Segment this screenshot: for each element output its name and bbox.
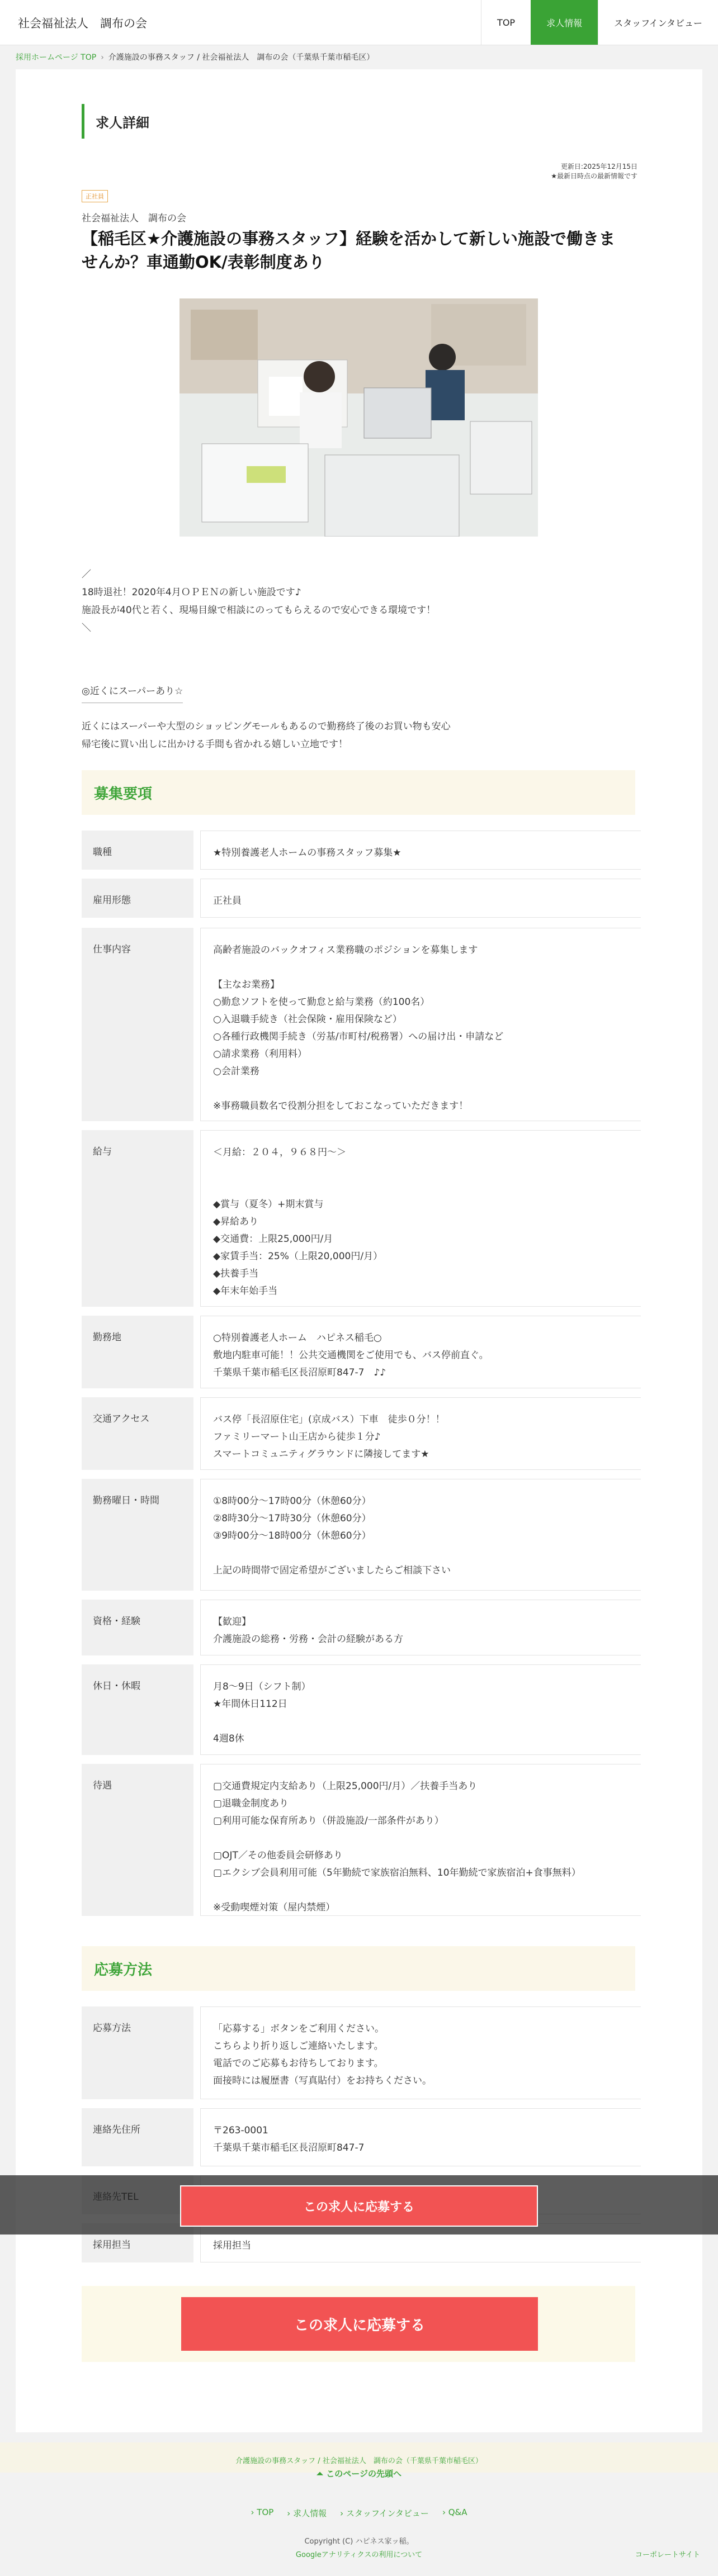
row-value: ①8時00分〜17時00分（休憩60分） ②8時30分〜17時30分（休憩60分） ③9時00分〜18時00分（休憩60分） 上記の時間帯で固定希望がございましたらご相談下さい	[200, 1479, 641, 1591]
global-nav	[481, 0, 718, 45]
updated-date: 更新日:2025年12月15日	[560, 163, 637, 170]
requirements-heading: 募集要項	[82, 770, 635, 815]
row-value: 月8〜9日（シフト制） ★年間休日112日 4週8休	[200, 1664, 641, 1755]
requirement-row-hours	[82, 1479, 641, 1591]
nav-staff-interview[interactable]: スタッフインタビュー	[598, 0, 718, 45]
row-label: 待遇	[82, 1764, 193, 1916]
row-label: 連絡先住所	[82, 2108, 193, 2166]
apply-heading: 応募方法	[82, 1946, 635, 1991]
apply-row-method	[82, 2006, 641, 2099]
company-name: 社会福祉法人 調布の会	[82, 213, 186, 224]
requirement-row-salary	[82, 1130, 641, 1307]
footer-nav-staff-interview[interactable]	[340, 2507, 429, 2519]
breadcrumb-separator: ›	[101, 53, 104, 62]
footer-nav-label: スタッフインタビュー	[346, 2508, 429, 2518]
row-value: ▢交通費規定内支給あり（上限25,000円/月）／扶養手当あり ▢退職金制度あり ▢利用可能な保育所あり（併設施設/一部条件があり） ▢OJT／その他委員会研修あり ▢エクシブ会員利用可能（5年勤続で家族宿泊無料、10年勤続で家族宿泊+食事無料） ※受動喫煙対策（屋内禁煙）	[200, 1764, 641, 1916]
corporate-site-link[interactable]: コーポレートサイト	[635, 2551, 700, 2559]
footer-nav-label: Q&A	[448, 2507, 467, 2517]
row-label: 採用担当	[82, 2223, 193, 2262]
copyright: Copyright (C) ハピネス家ッ稲。	[304, 2537, 414, 2546]
nav-jobs[interactable]: 求人情報	[531, 0, 598, 45]
breadcrumb-home[interactable]: 採用ホームページ TOP	[16, 53, 97, 62]
section-heading-detail: 求人詳細	[82, 104, 149, 139]
breadcrumb	[16, 51, 374, 63]
row-value: 高齢者施設のバックオフィス業務職のポジションを募集します 【主なお業務】 ○勤怠ソフトを使って勤怠と給与業務（約100名） ○入退職手続き（社会保険・雇用保険など） ○各種行政機関手続き（労基/市町村/税務署）への届け出・申請など ○請求業務（利用料） ○会計業務 ※事務職員数名で役割分担をしておこなっていただきます！	[200, 928, 641, 1121]
chevron-right-icon: ›	[251, 2507, 257, 2517]
row-label: 勤務曜日・時間	[82, 1479, 193, 1591]
page-top-label: このページの先頭へ	[326, 2469, 401, 2479]
chevron-right-icon: ›	[442, 2507, 448, 2517]
row-label: 勤務地	[82, 1316, 193, 1388]
row-label: 雇用形態	[82, 879, 193, 918]
breadcrumb-current: 介護施設の事務スタッフ / 社会福祉法人 調布の会（千葉県千葉市稲毛区）	[108, 53, 375, 62]
requirement-row-location	[82, 1316, 641, 1388]
chevron-right-icon: ›	[340, 2508, 346, 2518]
row-label: 職種	[82, 831, 193, 870]
row-value: 正社員	[200, 879, 641, 918]
footer-nav-label: 求人情報	[293, 2508, 327, 2518]
footer-nav	[0, 2507, 718, 2519]
requirement-row-qualifications	[82, 1600, 641, 1655]
office-photo-illustration	[180, 298, 538, 537]
row-label: 応募方法	[82, 2006, 193, 2099]
apply-row-address	[82, 2108, 641, 2166]
row-value: 採用担当	[200, 2223, 641, 2262]
row-value: ＜月給：２０４，９６８円～＞ ◆賞与（夏冬）+期末賞与 ◆昇給あり ◆交通費：上限25,000円/月 ◆家賃手当：25%（上限20,000円/月） ◆扶養手当 ◆年末年始手当	[200, 1130, 641, 1307]
arrow-up-icon: ⏶	[317, 2469, 327, 2479]
footer-nav-qa[interactable]	[442, 2507, 467, 2519]
row-label: 資格・経験	[82, 1600, 193, 1655]
footer-band	[0, 2442, 718, 2479]
row-value: ○特別養護老人ホーム ハピネス稲毛○ 敷地内駐車可能！！公共交通機関をご使用でも、バス停前直ぐ。 千葉県千葉市稲毛区長沼原町847-7 ♪♪	[200, 1316, 641, 1388]
page-top-link[interactable]	[0, 2468, 718, 2479]
near-body: 近くにはスーパーや大型のショッピングモールもあるので勤務終了後のお買い物も安心 帰宅後に買い出しに出かける手間も省かれる嬉しい立地です！	[82, 721, 451, 750]
employment-tag: 正社員	[82, 190, 108, 202]
row-label: 仕事内容	[82, 928, 193, 1121]
row-label: 交通アクセス	[82, 1397, 193, 1470]
updated-info	[551, 162, 637, 181]
row-value: 【歓迎】 介護施設の総務・労務・会計の経験がある方	[200, 1600, 641, 1655]
row-value: 「応募する」ボタンをご利用ください。 こちらより折り返しご連絡いたします。 電話でのご応募もお待ちしております。 面接時には履歴書（写真貼付）をお持ちください。	[200, 2006, 641, 2099]
job-title: 【稲毛区★介護施設の事務スタッフ】経験を活かして新しい施設で働きませんか？車通勤OK/表彰制度あり	[82, 229, 615, 272]
footer-breadcrumb[interactable]: 介護施設の事務スタッフ / 社会福祉法人 調布の会（千葉県千葉市稲毛区）	[235, 2457, 483, 2465]
row-label: 休日・休暇	[82, 1664, 193, 1755]
site-title[interactable]: 社会福祉法人 調布の会	[18, 17, 147, 30]
requirement-row-employment	[82, 879, 641, 918]
requirement-row-access	[82, 1397, 641, 1470]
row-value: バス停「長沼原住宅」(京成バス）下車 徒歩０分！！ ファミリーマート山王店から徒歩１分♪ スマートコミュニティグラウンドに隣接してます★	[200, 1397, 641, 1470]
row-value: 〒263-0001 千葉県千葉市稲毛区長沼原町847-7	[200, 2108, 641, 2166]
near-heading: ◎近くにスーパーあり☆	[82, 683, 183, 703]
updated-note: ★最新日時点の最新情報です	[551, 172, 637, 180]
requirement-row-job-type	[82, 831, 641, 870]
sticky-apply-button[interactable]: この求人に応募する	[180, 2185, 538, 2227]
office-photo	[180, 298, 538, 537]
footer-nav-label: TOP	[257, 2507, 274, 2517]
requirement-row-holidays	[82, 1664, 641, 1755]
chevron-right-icon: ›	[287, 2508, 294, 2518]
row-value: ★特別養護老人ホームの事務スタッフ募集★	[200, 831, 641, 870]
google-analytics-link[interactable]: Googleアナリティクスの利用について	[295, 2551, 423, 2559]
footer-nav-jobs[interactable]	[287, 2507, 327, 2519]
site-header	[0, 0, 718, 45]
footer-nav-top[interactable]	[251, 2507, 274, 2519]
requirement-row-benefits	[82, 1764, 641, 1916]
requirement-row-duties	[82, 928, 641, 1121]
intro-text: ／ 18時退社！2020年4月ＯＰＥＮの新しい施設です♪ 施設長が40代と若く、現場目線で相談にのってもらえるので安心できる環境です！ ＼	[82, 569, 436, 634]
nav-top[interactable]: TOP	[481, 0, 531, 45]
row-label: 給与	[82, 1130, 193, 1307]
apply-button[interactable]: この求人に応募する	[181, 2297, 538, 2351]
